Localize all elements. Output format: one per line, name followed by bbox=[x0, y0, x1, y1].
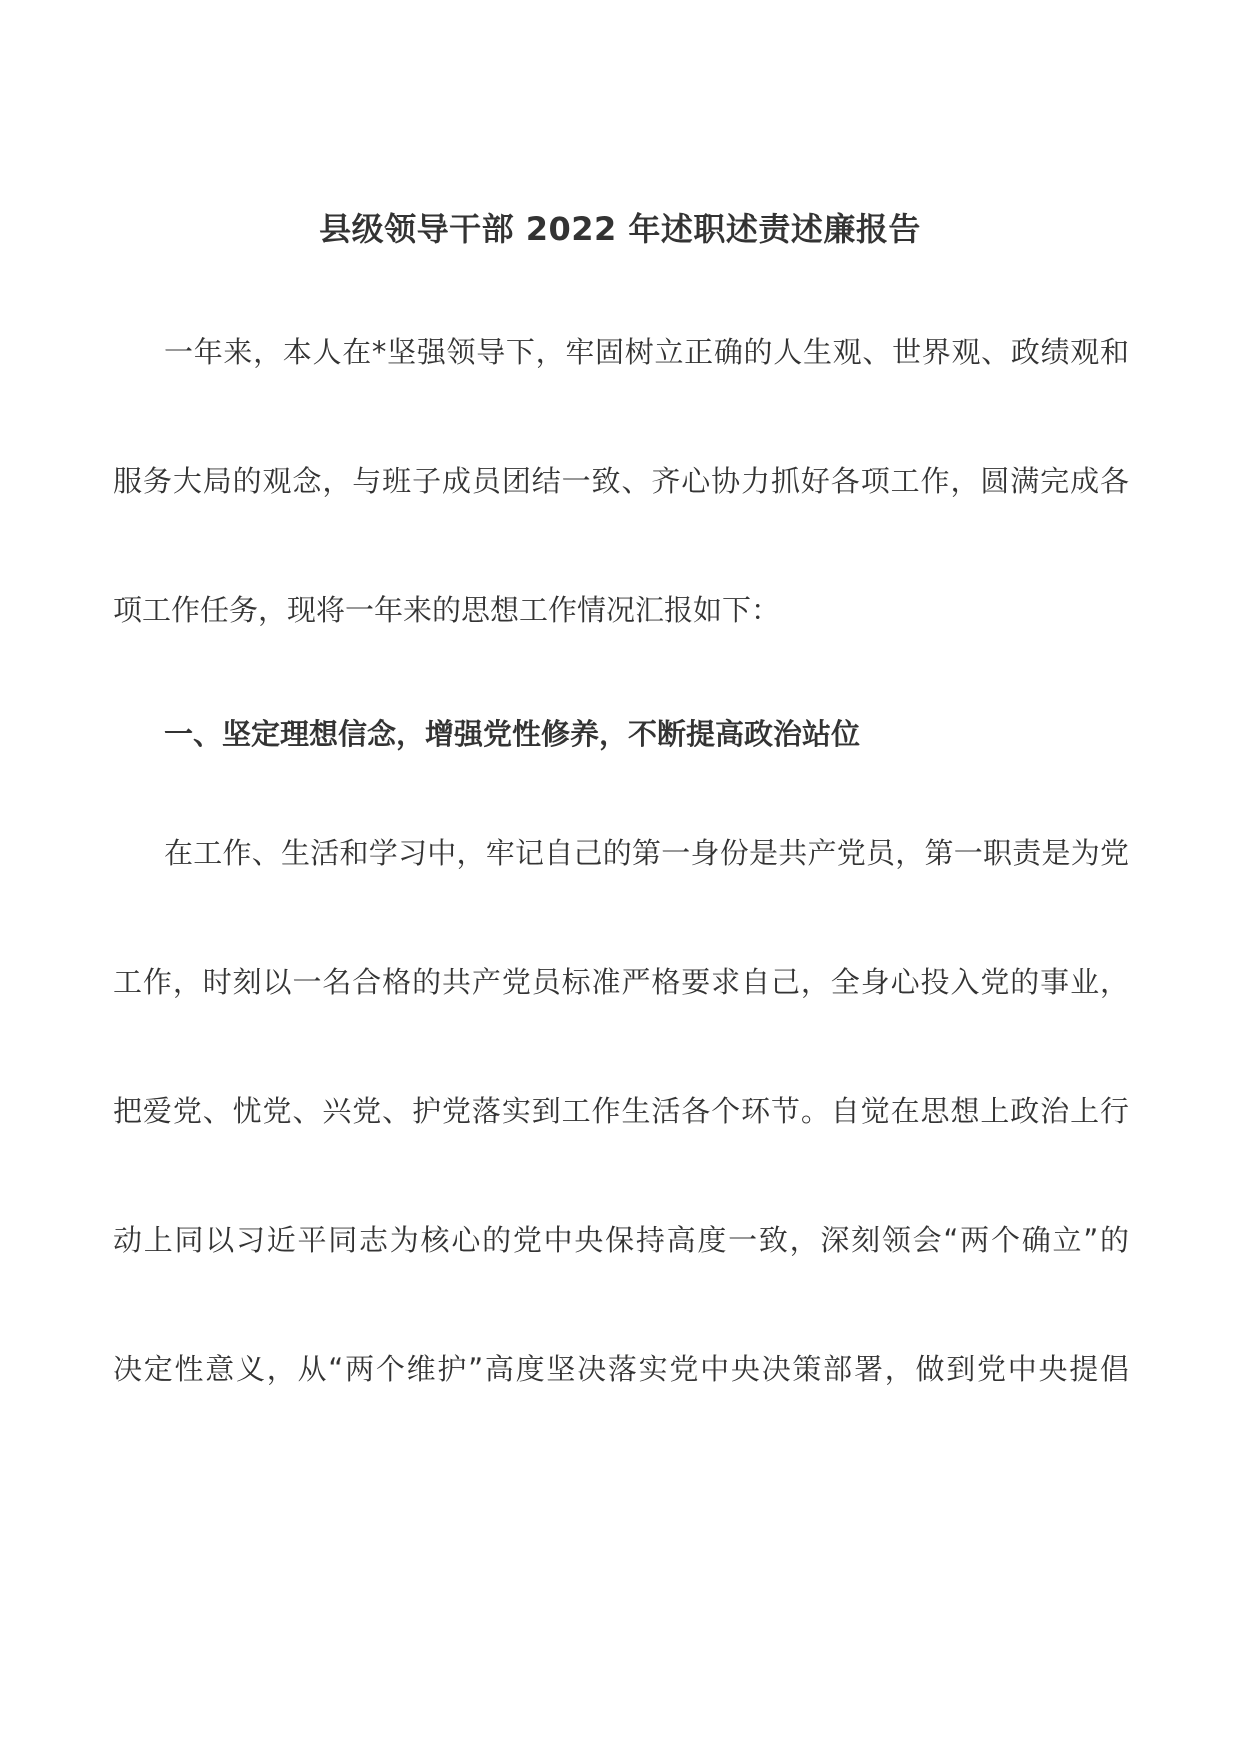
paragraph-2-line-4: 动上同以习近平同志为核心的党中央保持高度一致，深刻领会“两个确立”的 bbox=[113, 1223, 1129, 1257]
document-title: 县级领导干部 2022 年述职述责述廉报告 bbox=[319, 210, 921, 248]
section-heading-1: 一、坚定理想信念，增强党性修养，不断提高政治站位 bbox=[164, 717, 861, 751]
paragraph-2-line-2: 工作，时刻以一名合格的共产党员标准严格要求自己，全身心投入党的事业， bbox=[113, 965, 1129, 999]
paragraph-2-line-5: 决定性意义，从“两个维护”高度坚决落实党中央决策部署，做到党中央提倡 bbox=[113, 1352, 1129, 1386]
paragraph-1-line-3: 项工作任务，现将一年来的思想工作情况汇报如下： bbox=[113, 593, 781, 627]
paragraph-1-line-1: 一年来，本人在*坚强领导下，牢固树立正确的人生观、世界观、政绩观和 bbox=[164, 335, 1129, 369]
paragraph-2-line-3: 把爱党、忧党、兴党、护党落实到工作生活各个环节。自觉在思想上政治上行 bbox=[113, 1094, 1129, 1128]
paragraph-1-line-2: 服务大局的观念，与班子成员团结一致、齐心协力抓好各项工作，圆满完成各 bbox=[113, 464, 1129, 498]
paragraph-2-line-1: 在工作、生活和学习中，牢记自己的第一身份是共产党员，第一职责是为党 bbox=[164, 836, 1129, 870]
